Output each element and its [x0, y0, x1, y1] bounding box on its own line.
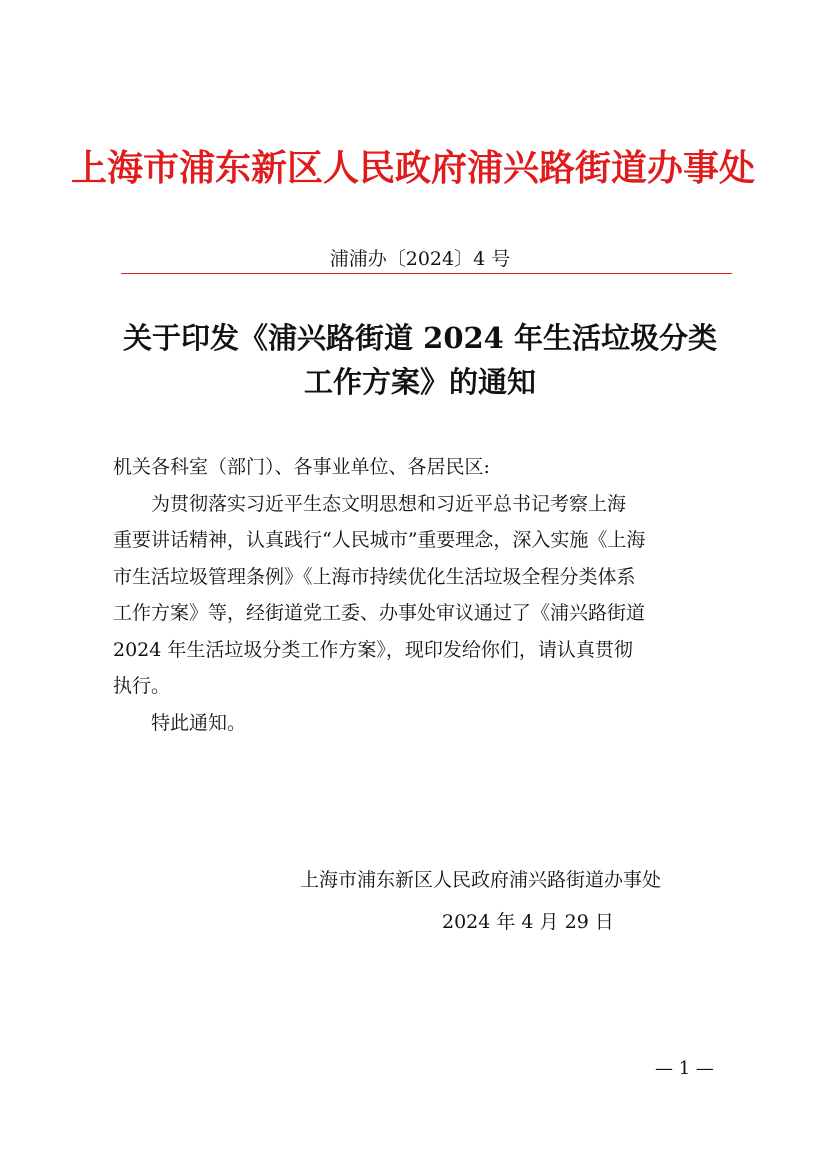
body-line: 重要讲话精神，认真践行“人民城市”重要理念，深入实施《上海 [113, 529, 646, 551]
closing-remark: 特此通知。 [151, 711, 247, 734]
signature-organization: 上海市浦东新区人民政府浦兴路街道办事处 [300, 869, 662, 891]
document-number: 浦浦办〔2024〕4 号 [329, 248, 511, 270]
body-line: 工作方案》等，经街道党工委、办事处审议通过了《浦兴路街道 [113, 602, 646, 624]
body-line: 执行。 [113, 675, 171, 697]
body-line: 2024 年生活垃圾分类工作方案》，现印发给你们，请认真贯彻 [113, 638, 633, 661]
signature-date: 2024 年 4 月 29 日 [442, 911, 614, 933]
red-divider-line [121, 273, 732, 274]
document-body [113, 449, 729, 741]
page-number: — 1 — [655, 1058, 714, 1079]
issuing-organization-header: 上海市浦东新区人民政府浦兴路街道办事处 [70, 147, 755, 189]
body-line: 市生活垃圾管理条例》《上海市持续优化生活垃圾全程分类体系 [113, 565, 636, 588]
salutation: 机关各科室（部门）、各事业单位、各居民区: [113, 456, 490, 478]
document-title-line-1: 关于印发《浦兴路街道 2024 年生活垃圾分类 [123, 321, 717, 355]
body-line: 为贯彻落实习近平生态文明思想和习近平总书记考察上海 [151, 492, 627, 515]
document-title-line-2: 工作方案》的通知 [303, 365, 536, 399]
document-title [100, 316, 740, 404]
